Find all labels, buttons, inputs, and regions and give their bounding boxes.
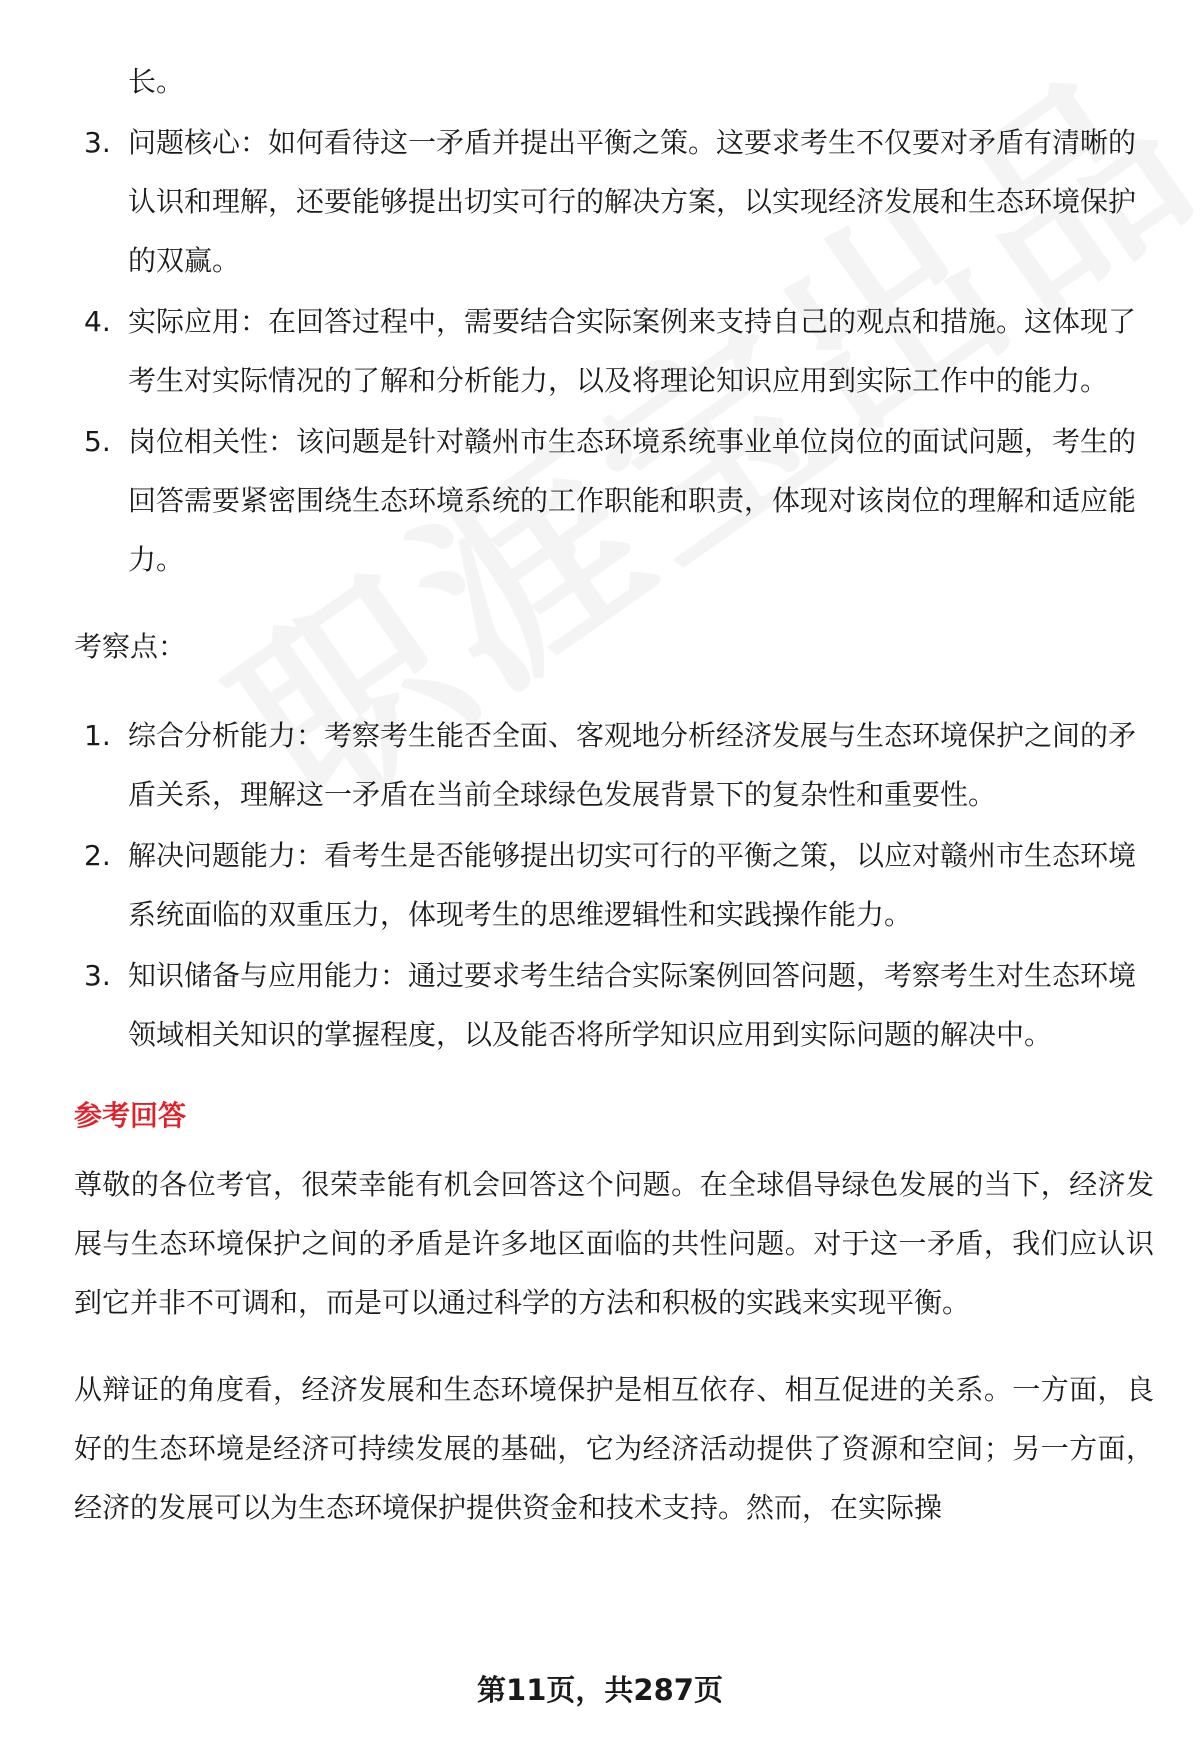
paragraph: 尊敬的各位考官，很荣幸能有机会回答这个问题。在全球倡导绿色发展的当下，经济发展与生态环境保护之间的矛盾是许多地区面临的共性问题。对于这一矛盾，我们应认识到它并非不可调和，而是可以通过科学的方法和积极的实践来实现平衡。 — [74, 1168, 1154, 1319]
list-item-text: 问题核心：如何看待这一矛盾并提出平衡之策。这要求考生不仅要对矛盾有清晰的认识和理解，还要能够提出切实可行的解决方案，以实现经济发展和生态环境保护的双赢。 — [128, 126, 1137, 277]
list-number: 1. — [84, 719, 111, 752]
assessment-list — [74, 706, 1154, 1064]
list-number: 4. — [84, 305, 111, 338]
continued-text: 长。 — [128, 65, 185, 98]
list-item-text: 综合分析能力：考察考生能否全面、客观地分析经济发展与生态环境保护之间的矛盾关系，理解这一矛盾在当前全球绿色发展背景下的复杂性和重要性。 — [128, 719, 1137, 811]
list-item — [74, 113, 1154, 290]
list-item-text: 实际应用：在回答过程中，需要结合实际案例来支持自己的观点和措施。这体现了考生对实际情况的了解和分析能力，以及将理论知识应用到实际工作中的能力。 — [128, 305, 1137, 397]
list-number: 2. — [84, 839, 111, 872]
list-item — [74, 706, 1154, 824]
list-item — [74, 292, 1154, 410]
list-item-text: 知识储备与应用能力：通过要求考生结合实际案例回答问题，考察考生对生态环境领域相关知识的掌握程度，以及能否将所学知识应用到实际问题的解决中。 — [128, 959, 1137, 1051]
paragraph: 从辩证的角度看，经济发展和生态环境保护是相互依存、相互促进的关系。一方面，良好的生态环境是经济可持续发展的基础，它为经济活动提供了资源和空间；另一方面，经济的发展可以为生态环境保护提供资金和技术支持。然而，在实际操 — [74, 1373, 1154, 1524]
list-number: 3. — [84, 959, 111, 992]
page-content — [74, 52, 1154, 1565]
list-item — [74, 412, 1154, 589]
list-item-text: 岗位相关性：该问题是针对赣州市生态环境系统事业单位岗位的面试问题，考生的回答需要紧密围绕生态环境系统的工作职能和职责，体现对该岗位的理解和适应能力。 — [128, 425, 1137, 576]
list-item — [74, 946, 1154, 1064]
analysis-list — [74, 113, 1154, 589]
list-number: 5. — [84, 425, 111, 458]
list-item-text: 解决问题能力：看考生是否能够提出切实可行的平衡之策，以应对赣州市生态环境系统面临的双重压力，体现考生的思维逻辑性和实践操作能力。 — [128, 839, 1137, 931]
list-item — [74, 826, 1154, 944]
page-number-footer: 第11页，共287页 — [477, 1673, 723, 1707]
section-heading-reference-answer: 参考回答 — [74, 1099, 187, 1132]
section-label-assessment: 考察点： — [74, 630, 187, 663]
list-number: 3. — [84, 126, 111, 159]
